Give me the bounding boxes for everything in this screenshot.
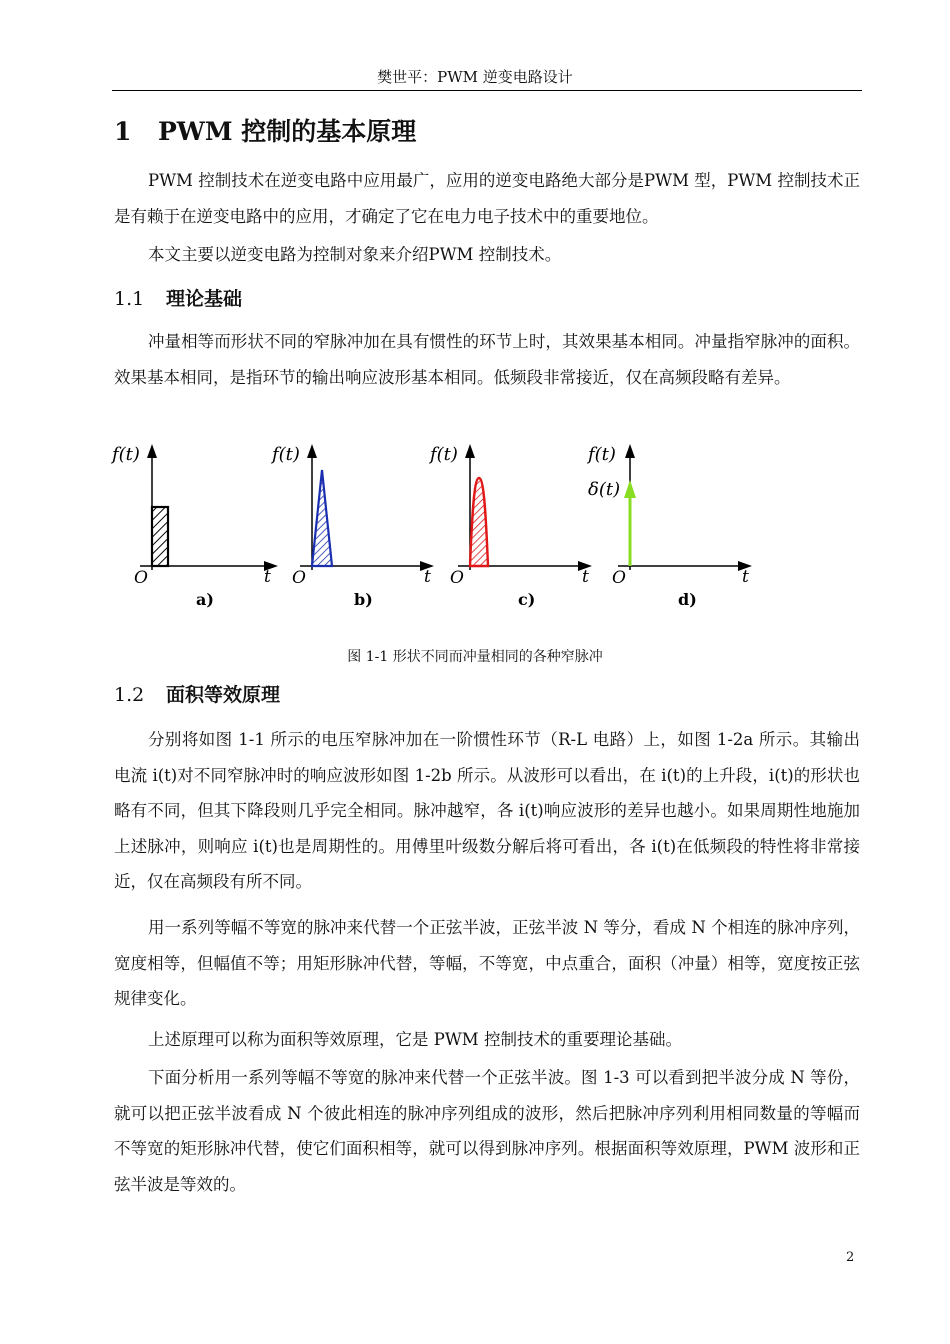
- panel-c: [428, 444, 592, 609]
- paragraph: 本文主要以逆变电路为控制对象来介绍PWM 控制技术。: [148, 245, 562, 264]
- section-1-heading: [114, 112, 416, 148]
- section-number: 1: [114, 117, 132, 146]
- x-axis-label: t: [264, 567, 271, 587]
- y-axis-arrow: [625, 444, 635, 458]
- origin-label: O: [134, 568, 148, 588]
- section-1-1-heading: [114, 284, 242, 311]
- panel-label: c): [518, 590, 536, 609]
- paragraph: 用一系列等幅不等宽的脉冲来代替一个正弦半波，正弦半波 N 等分，看成 N 个相连的脉冲序列，宽度相等，但幅值不等；用矩形脉冲代替，等幅，不等宽，中点重合，面积（冲量）相等，宽度按正弦规律变化。: [114, 918, 860, 1008]
- paragraph: PWM 控制技术在逆变电路中应用最广，应用的逆变电路绝大部分是PWM 型，PWM 控制技术正是有赖于在逆变电路中的应用，才确定了它在电力电子技术中的重要地位。: [114, 171, 860, 226]
- section-number: 1.1: [114, 288, 145, 310]
- figure-caption: 图 1-1 形状不同而冲量相同的各种窄脉冲: [347, 649, 603, 665]
- section-title: PWM 控制的基本原理: [158, 117, 417, 146]
- triangle-pulse: [312, 470, 332, 566]
- panel-d: [586, 444, 752, 609]
- y-axis-arrow: [147, 444, 157, 458]
- origin-label: O: [450, 568, 464, 588]
- page-header: 樊世平：PWM 逆变电路设计: [377, 68, 573, 86]
- panel-a: [110, 444, 278, 609]
- origin-label: O: [612, 568, 626, 588]
- y-axis-arrow: [465, 444, 475, 458]
- panel-label: a): [196, 590, 214, 609]
- section-number: 1.2: [114, 684, 145, 706]
- panel-label: d): [678, 590, 697, 609]
- sine-half-pulse: [470, 478, 488, 566]
- x-axis-label: t: [742, 567, 749, 587]
- impulse-arrow: [624, 480, 636, 498]
- rectangle-pulse: [152, 507, 168, 566]
- header-rule: [112, 90, 862, 91]
- y-axis-label: f(t): [588, 444, 616, 465]
- paragraph: 分别将如图 1-1 所示的电压窄脉冲加在一阶惯性环节（R-L 电路）上，如图 1-2a 所示。其输出电流 i(t)对不同窄脉冲时的响应波形如图 1-2b 所示。从波形可以看出，在 i(t)的上升段，i(t)的形状也略有不同，但其下降段则几乎完全相同。脉冲越窄，各 i(t)响应波形的差异也越小。如果周期性地施加上述脉冲，则响应 i(t)也是周期性的。用傅里叶级数分解后将可看出，各 i(t)在低频段的特性将非常接近，仅在高频段有所不同。: [114, 730, 860, 891]
- section-title: 理论基础: [166, 288, 243, 310]
- y-axis-label: f(t): [430, 444, 458, 465]
- y-axis-arrow: [307, 444, 317, 458]
- y-axis-label: f(t): [112, 444, 140, 465]
- paragraph: 冲量相等而形状不同的窄脉冲加在具有惯性的环节上时，其效果基本相同。冲量指窄脉冲的面积。效果基本相同，是指环节的输出响应波形基本相同。低频段非常接近，仅在高频段略有差异。: [114, 332, 860, 387]
- delta-label: δ(t): [588, 479, 621, 500]
- y-axis-label: f(t): [272, 444, 300, 465]
- figure-1-1: [100, 436, 780, 618]
- paragraph: 下面分析用一系列等幅不等宽的脉冲来代替一个正弦半波。图 1-3 可以看到把半波分成 N 等份，就可以把正弦半波看成 N 个彼此相连的脉冲序列组成的波形，然后把脉冲序列利用相同数量的等幅而不等宽的矩形脉冲代替，使它们面积相等，就可以得到脉冲序列。根据面积等效原理，PWM 波形和正弦半波是等效的。: [114, 1068, 860, 1194]
- paragraph: 上述原理可以称为面积等效原理，它是 PWM 控制技术的重要理论基础。: [148, 1030, 682, 1049]
- origin-label: O: [292, 568, 306, 588]
- section-1-2-heading: [114, 680, 280, 707]
- x-axis-label: t: [582, 567, 589, 587]
- panel-b: [270, 444, 434, 609]
- x-axis-label: t: [424, 567, 431, 587]
- page-number: 2: [846, 1250, 855, 1265]
- panel-label: b): [354, 590, 373, 609]
- section-title: 面积等效原理: [166, 684, 281, 706]
